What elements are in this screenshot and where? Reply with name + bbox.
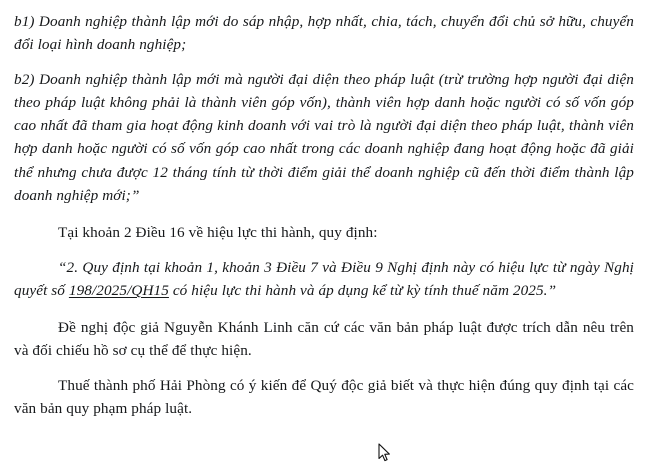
quoted-text-part-1: “2. Quy định tại khoản 1, khoản 3 Điều 7 và Điều 9 Nghị định này có hiệu lực từ ngày Nghị quyết số	[14, 258, 634, 299]
paragraph-clause-b1: b1) Doanh nghiệp thành lập mới do sáp nhập, hợp nhất, chia, tách, chuyển đổi chủ sở hữu, chuyển đổi loại hình doanh nghiệp;	[14, 13, 634, 54]
quoted-text-part-2: có hiệu lực thi hành và áp dụng kể từ kỳ tính thuế năm 2025.”	[168, 281, 557, 299]
paragraph-quoted-clause-2	[14, 256, 634, 302]
paragraph-recommendation: Đề nghị độc giả Nguyễn Khánh Linh căn cứ các văn bản pháp luật được trích dẫn nêu trên và đối chiếu hồ sơ cụ thể để thực hiện.	[14, 319, 634, 360]
mouse-pointer-icon	[378, 443, 392, 463]
paragraph-closing: Thuế thành phố Hải Phòng có ý kiến để Quý độc giả biết và thực hiện đúng quy định tại các văn bản quy phạm pháp luật.	[14, 377, 634, 418]
paragraph-clause-b2: b2) Doanh nghiệp thành lập mới mà người đại diện theo pháp luật (trừ trường hợp người đại diện theo pháp luật không phải là thành viên góp vốn), thành viên hợp danh hoặc người có số vốn góp cao nhất đã tham gia hoạt động kinh doanh với vai trò là người đại diện theo pháp luật, thành viên hợp danh hoặc người có số vốn góp cao nhất trong các doanh nghiệp đang hoạt động hoặc đã giải thể nhưng chưa được 12 tháng tính từ thời điểm giải thể doanh nghiệp cũ đến thời điểm thành lập doanh nghiệp mới;”	[14, 71, 634, 204]
paragraph-intro-clause-2: Tại khoản 2 Điều 16 về hiệu lực thi hành, quy định:	[58, 223, 378, 241]
resolution-number-reference: 198/2025/QH15	[68, 281, 169, 299]
